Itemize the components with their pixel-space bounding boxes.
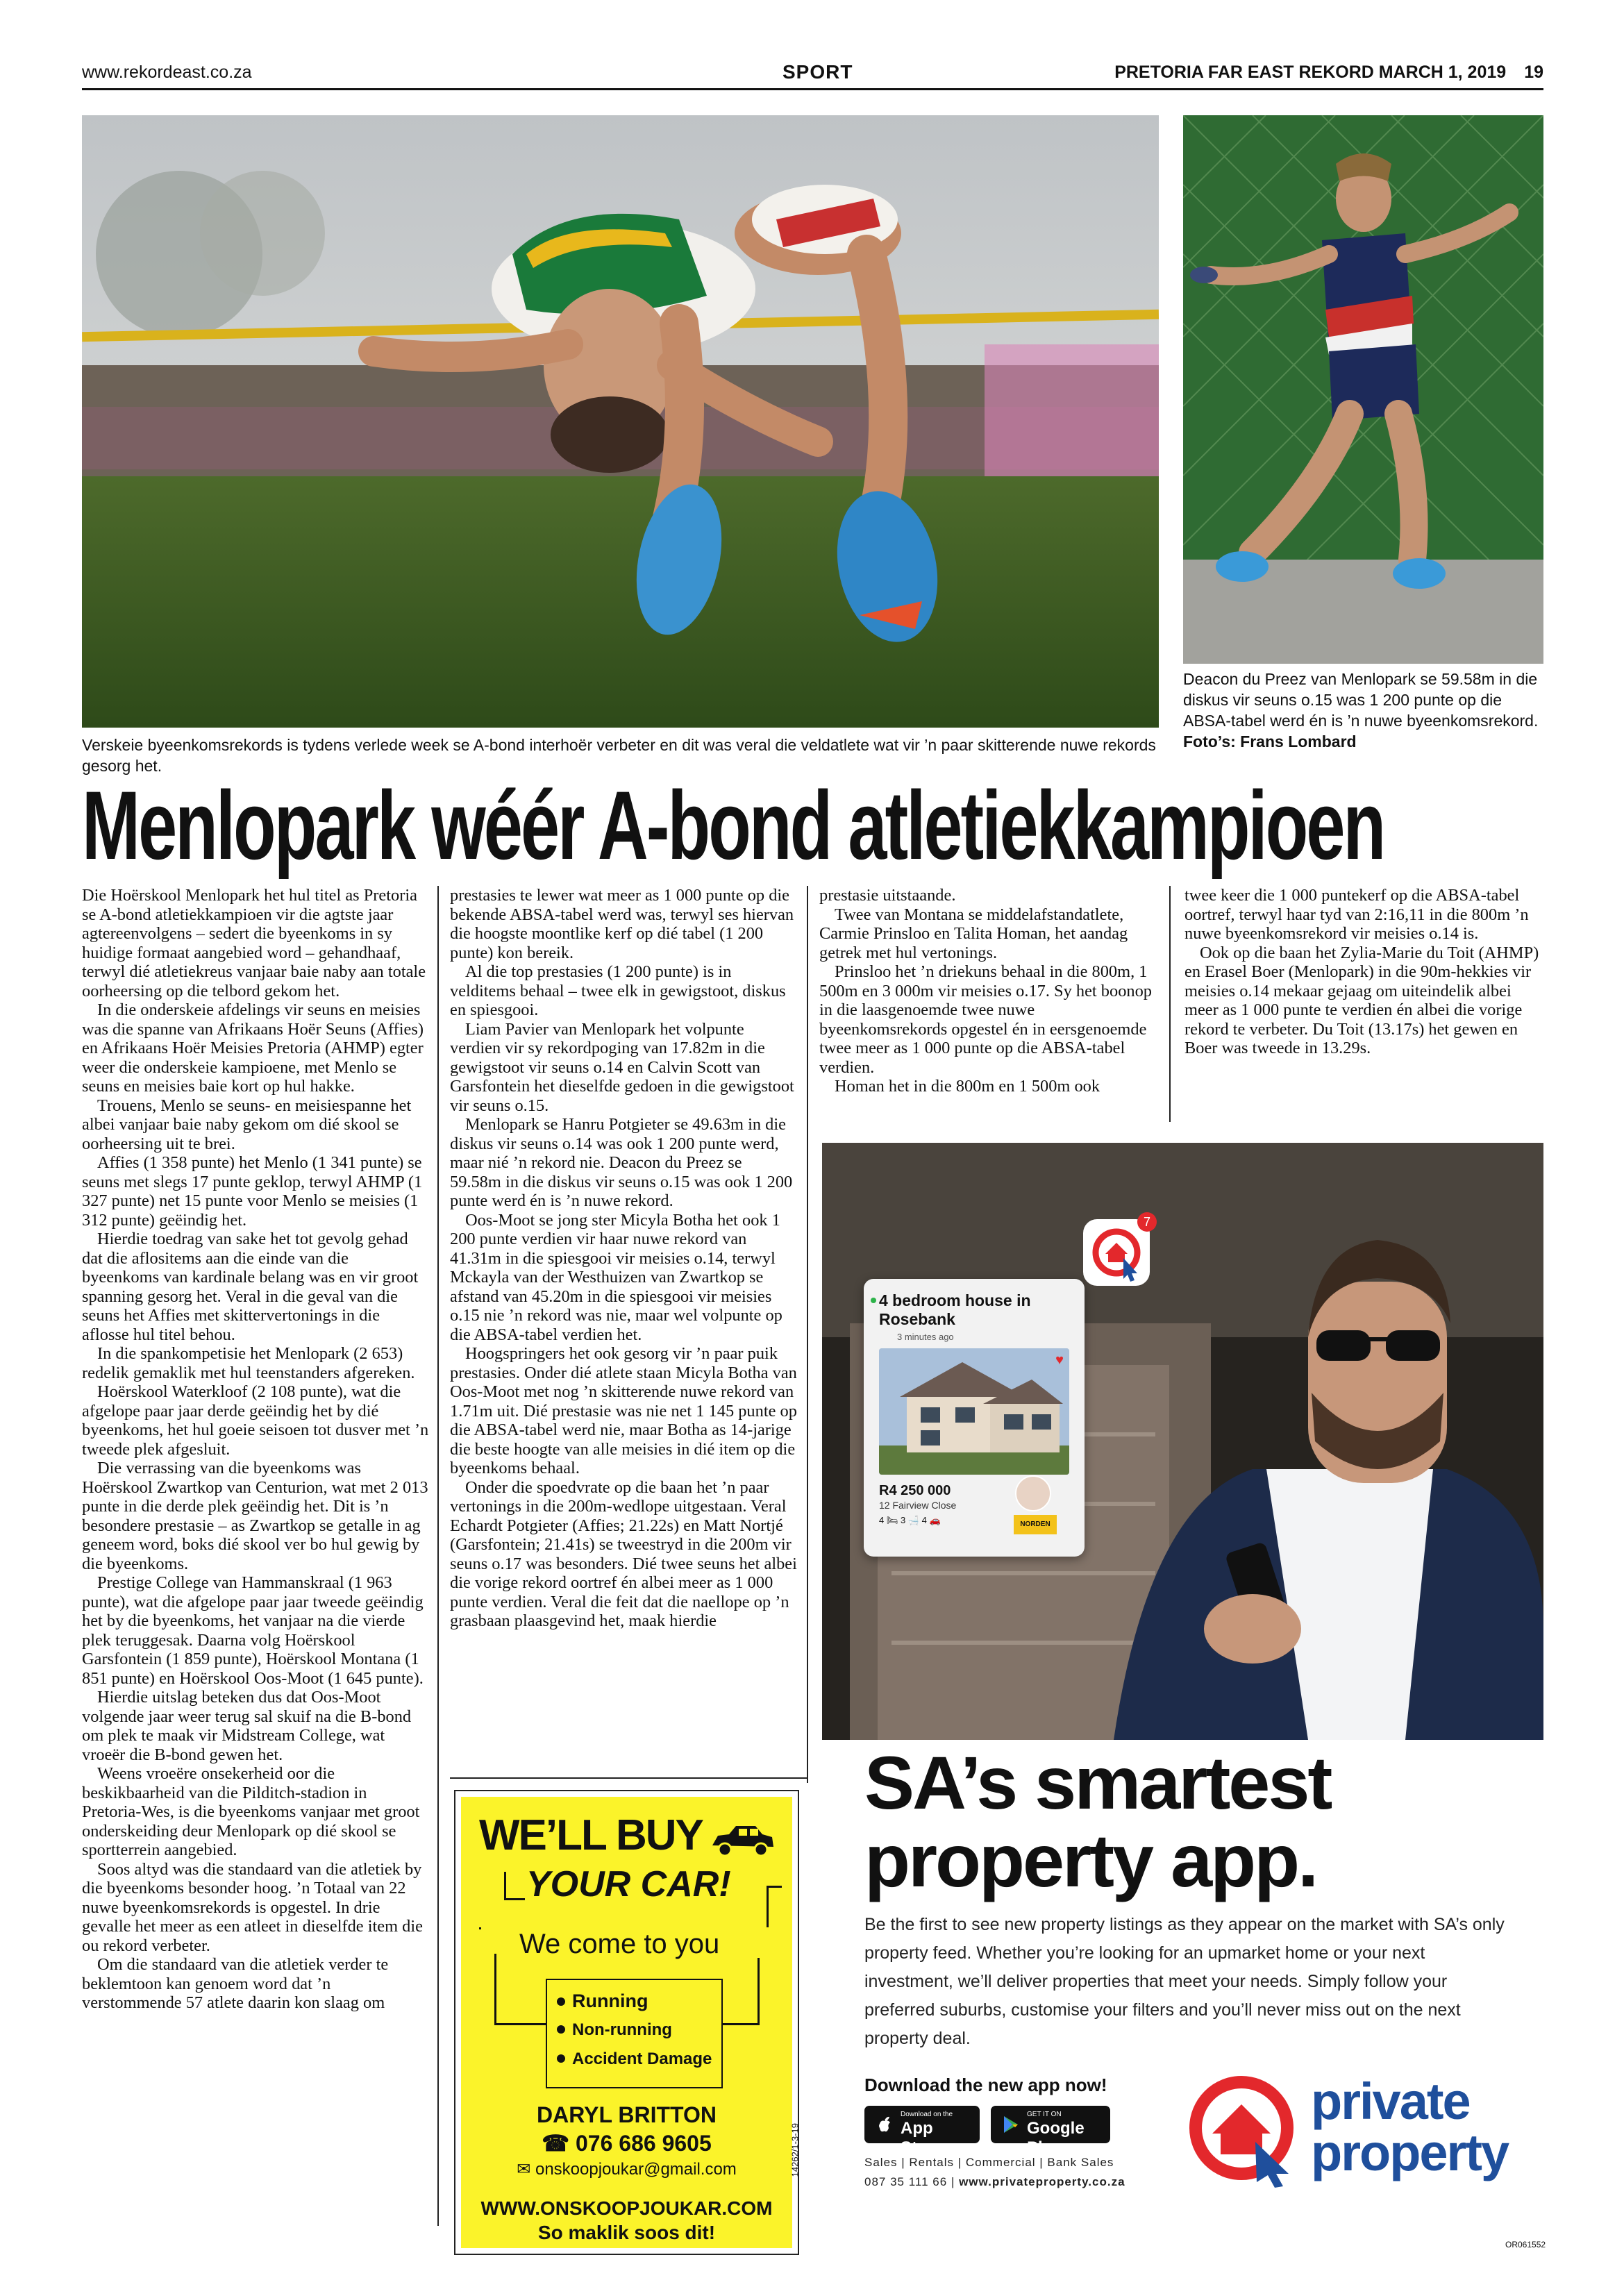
paragraph: Soos altyd was die standaard van die atletiek by die byeenkoms besonder hoog. ’n Totaal van 22 nuwe byeenkomsrekords is opgestel. In drie gevalle het meer as een atleet in dieselfde item die ou rekord verbeter.	[82, 1859, 423, 1955]
article-column-4	[1184, 886, 1543, 1058]
side-photo-caption	[1183, 669, 1543, 752]
article-column-2	[450, 886, 797, 1631]
google-play-button[interactable]	[991, 2106, 1110, 2157]
paragraph: twee keer die 1 000 puntekerf op die ABSA-tabel oortref, terwyl haar tyd van 2:16,11 in die 800m ’n nuwe byeenkomsrekord vir meisies o.14 is.	[1184, 886, 1529, 943]
ad-reference: 14262/1-3-19	[789, 2123, 800, 2177]
side-caption-text: Deacon du Preez van Menlopark se 59.58m in die diskus vir seuns o.15 was 1 200 punte op die ABSA-tabel werd én is ’n nuwe byeenkomsrekord.	[1183, 670, 1539, 730]
private-property-wordmark	[1311, 2072, 1509, 2181]
property-ad-body: Be the first to see new property listings as they appear on the market with SA’s only property feed. Whether you’re looking for an upmarket home or your next investment, we’ll deliver properties that meet your needs. Simply follow your preferred suburbs, customise your filters and you’ll never miss out on the next property deal.	[864, 1915, 1505, 2048]
paragraph: Hierdie toedrag van sake het tot gevolg gehad dat die aflositems aan die einde van die byeenkoms van kardinale belang was en vir groot spanning gesorg het. Veral in die geval van die seuns het Affies met skittervertonings in die aflosse hul titel behou.	[82, 1230, 419, 1344]
car-ad-tagline: We come to you	[519, 1929, 720, 1959]
paragraph: Al die top prestasies (1 200 punte) is in velditems behaal – twee elk in gewigstoot, diskus en spiesgooi.	[450, 962, 786, 1019]
side-photo-discus	[1183, 115, 1543, 664]
ad-line	[767, 1886, 782, 1888]
wordmark-line: property	[1311, 2124, 1509, 2181]
column-rule	[437, 886, 439, 2226]
ad-line	[504, 1872, 506, 1900]
listing-address: 12 Fairview Close	[879, 1500, 957, 1511]
paragraph: Trouens, Menlo se seuns- en meisiespanne het albei vanjaar baie naby gekom om dié skool se oorheersing uit te brei.	[82, 1096, 412, 1153]
bullet-icon	[557, 1997, 565, 2006]
article-column-1	[82, 886, 429, 2013]
ad-line	[504, 1898, 525, 1900]
bullet-icon	[557, 2025, 565, 2034]
property-contact	[864, 2175, 1125, 2189]
car-ad-options	[546, 1979, 723, 2088]
car-icon	[708, 1822, 776, 1858]
car-ad-panel	[461, 1797, 800, 2248]
car-ad-heading: WE’LL BUY	[479, 1811, 703, 1859]
site-url[interactable]: www.rekordeast.co.za	[82, 62, 252, 82]
paragraph: Liam Pavier van Menlopark het volpunte verdien vir sy rekordpoging van 17.82m in die gewigstoot vir seuns o.14 en Calvin Scott van Garsfontein het dieselfde gedoen in die gewigstoot vir seuns o.15.	[450, 1019, 794, 1115]
paragraph: Twee van Montana se middelafstandatlete, Carmie Prinsloo en Talita Homan, het aandag getrek met hul vertonings.	[819, 905, 1128, 962]
store-caption: Download on the	[901, 2111, 953, 2118]
listing-price: R4 250 000	[879, 1483, 951, 1498]
main-photo-high-jump	[82, 115, 1159, 728]
listing-card[interactable]	[864, 1279, 1085, 1557]
play-icon	[1001, 2114, 1021, 2135]
bullet-icon	[557, 2054, 565, 2063]
app-notification-badge[interactable]	[1083, 1212, 1157, 1286]
contact-phone[interactable]: ☎ 076 686 9605	[542, 2131, 712, 2156]
paragraph: Die Hoërskool Menlopark het hul titel as Pretoria se A-bond atletiekkampioen vir die agtste jaar agtereenvolgens – sedert die byeenkoms in sy huidige formaat aangebied word – gehandhaaf, terwyl dié atletiekreus vanjaar baie naby aan totale oorheersing op die telbord gekom het.	[82, 886, 426, 1000]
online-dot-icon	[871, 1298, 876, 1303]
paragraph: prestasies te lewer wat meer as 1 000 punte op die bekende ABSA-tabel werd was, terwyl ses hiervan die hoogste moontlike kerf op dié tabel (1 200 punte) kon bereik.	[450, 886, 794, 962]
notification-count: 7	[1143, 1215, 1151, 1229]
paragraph: In die onderskeie afdelings vir seuns en meisies was die spanne van Afrikaans Hoër Seuns (Affies) en Afrikaans Hoër Meisies Pretoria (AHMP) egter weer die onderskeie kampioene, met Menlo se seuns en meisies baie kort op hul hakke.	[82, 1000, 424, 1096]
paragraph: Die verrassing van die byeenkoms was Hoërskool Zwartkop van Centurion, wat met 2 013 punte in die derde plek geëindig het. Dit is ’n besondere prestasie – as Zwartkop se getalle in ag geneem word, boks dié skool ver bo hul gewig by die byeenkoms.	[82, 1459, 428, 1573]
paragraph: Ook op die baan het Zylia-Marie du Toit (AHMP) en Erasel Boer (Menlopark) in die 90m-hekkies vir meisies o.14 mekaar gejaag om uiteindelik albei meer as 1 000 punte te verdien én albei die vorige rekord te verbeter. Du Toit (13.17s) het gewen en Boer was tweede in 13.29s.	[1184, 943, 1539, 1057]
apple-icon	[874, 2114, 895, 2135]
app-store-button[interactable]	[864, 2106, 980, 2157]
agency-logo: NORDEN	[1014, 1515, 1057, 1534]
car-buying-ad[interactable]	[454, 1790, 799, 2255]
mail-icon: ✉	[517, 2160, 535, 2179]
contact-phone[interactable]: 087 35 111 66	[864, 2175, 948, 2188]
property-ad-headline	[864, 1741, 1331, 1902]
main-photo-caption: Verskeie byeenkomsrekords is tydens verlede week se A-bond interhoër verbeter en dit was veral die veldatlete wat vir ’n paar skitterende nuwe rekords gesorg het.	[82, 736, 1156, 775]
separator: |	[951, 2175, 960, 2188]
ad-line	[767, 1886, 769, 1927]
property-services: Sales | Rentals | Commercial | Bank Sales	[864, 2156, 1114, 2169]
column-rule	[807, 886, 808, 1783]
publication-title: PRETORIA FAR EAST REKORD MARCH 1, 2019	[1114, 62, 1507, 82]
paragraph: Prestige College van Hammanskraal (1 963 punte), wat die afgelope paar jaar tweede geëindig het by die byeenkoms, het vanjaar na die vierde plek teruggesak. Daarna volg Hoërskool Garsfontein (1 859 punte), Hoërskool Montana (1 851 punte) en Hoërskool Oos-Moot (1 645 punte).	[82, 1573, 424, 1688]
ad-line	[494, 2023, 546, 2025]
headline-line: property app.	[864, 1818, 1317, 1902]
paragraph: Hoogspringers het ook gesorg vir ’n paar puik prestasies. Onder dié atlete staan Micyla Botha van Oos-Moot met nog ’n skitterende nuwe rekord van 1.71m uit. Dié prestasie was nie net 1 145 punte op die ABSA-tabel werd nie, maar Botha as 14-jarige die beste hoogte van alle meisies in dié item op die byeenkoms behaal.	[450, 1344, 797, 1477]
paragraph: Weens vroeëre onsekerheid oor die beskikbaarheid van die Pilditch-stadion in Pretoria-Wes, is die byeenkoms vanjaar met groot onderskeiding deur Menlopark op dié skool se sportterrein aangebied.	[82, 1764, 420, 1859]
wordmark-line: private	[1311, 2072, 1470, 2130]
paragraph: Affies (1 358 punte) het Menlo (1 341 punte) se seuns met slegs 17 punte geklop, terwyl AHMP (1 327 punte) net 15 punte voor Menlo se meisies (1 312 punte) geëindig het.	[82, 1153, 423, 1230]
private-property-logo-icon	[1186, 2070, 1304, 2188]
paragraph: Prinsloo het ’n driekuns behaal in die 800m, 1 500m en 3 000m vir meisies o.17. Sy het boonop in die laasgenoemde twee nuwe byeenkomsrekords opgestel én in eersgenoemde twee meer as 1 000 punte op die ABSA-tabel verdien.	[819, 962, 1152, 1077]
car-ad-website[interactable]: WWW.ONSKOOPJOUKAR.COM	[480, 2197, 773, 2219]
paragraph: Om die standaard van die atletiek verder te beklemtoon kan genoem word dat ’n verstommende 57 atlete daarin kon slaag om	[82, 1955, 389, 2012]
paragraph: Menlopark se Hanru Potgieter se 49.63m in die diskus vir seuns o.14 was ook 1 200 punte werd, maar nié ’n rekord nie. Deacon du Preez se 59.58m in die diskus vir seuns o.15 was ook 1 200 punte werd én is ’n nuwe rekord.	[450, 1115, 793, 1210]
page-number: 19	[1524, 62, 1543, 82]
ad-reference: OR061552	[1505, 2240, 1546, 2249]
paragraph: Hierdie uitslag beteken dus dat Oos-Moot volgende jaar weer terug sal skuif na die B-bond om plek te maak vir Midstream College, wat vroeër die B-bond gewen het.	[82, 1688, 412, 1764]
car-ad-slogan: So maklik soos dit!	[537, 2222, 716, 2243]
ad-line	[723, 2023, 757, 2025]
photo-credit: Foto’s: Frans Lombard	[1183, 732, 1357, 751]
headline-line: SA’s smartest	[864, 1741, 1331, 1825]
car-ad-subheading: YOUR CAR!	[526, 1864, 731, 1904]
option-item: Running	[547, 1987, 721, 2015]
column-rule	[450, 1777, 808, 1779]
listing-title: 4 bedroom house in Rosebank	[879, 1291, 1031, 1328]
page-header	[82, 62, 1543, 90]
listing-time: 3 minutes ago	[897, 1332, 954, 1342]
store-name: Google Play	[1027, 2119, 1085, 2157]
option-item: Non-running	[547, 2015, 721, 2044]
paragraph: Hoërskool Waterkloof (2 108 punte), wat die afgelope paar jaar derde geëindig het by dié byeenkoms, het hul goeie seisoen tot dusver met ’n tweede plek afgesluit.	[82, 1382, 429, 1459]
paragraph: prestasie uitstaande.	[819, 886, 956, 905]
contact-name: DARYL BRITTON	[537, 2102, 717, 2127]
contact-email[interactable]: ✉ onskoopjoukar@gmail.com	[517, 2160, 737, 2179]
paragraph: Onder die spoedvrate op die baan het ’n paar vertonings in die 200m-wedlope uitgestaan. Veral Echardt Potgieter (Affies; 21.22s) en Matt Nortjé (Garsfontein; 21.41s) se tweestryd in die 200m vir seuns o.17 was besonders. Dié twee seuns het albei die vorige rekord oortref én albei meer as 1 000 punte verdien. Veral die feit dat die naellope op ’n grasbaan plaasgevind het, maak hierdie	[450, 1477, 797, 1630]
ad-line	[494, 1954, 496, 2023]
article-column-3	[819, 886, 1160, 1096]
listing-photo	[879, 1348, 1069, 1475]
header-rule	[82, 88, 1543, 90]
column-rule	[1169, 886, 1171, 1122]
ad-line	[479, 1927, 481, 1929]
section-label: SPORT	[782, 61, 853, 83]
paragraph: Homan het in die 800m en 1 500m ook	[835, 1077, 1100, 1096]
download-prompt: Download the new app now!	[864, 2075, 1107, 2095]
agent-avatar	[1015, 1475, 1051, 1511]
heart-icon[interactable]: ♥	[1055, 1352, 1064, 1368]
store-caption: GET IT ON	[1027, 2111, 1062, 2118]
publication-line	[1114, 62, 1543, 83]
listing-features: 4 🛏 3 🛁 4 🚗	[879, 1515, 941, 1525]
option-item: Accident Damage	[547, 2044, 721, 2073]
ad-line	[757, 1958, 760, 2025]
headline: Menlopark wéér A-bond atletiekkampioen	[82, 771, 1384, 880]
store-name: App Store	[901, 2119, 944, 2157]
paragraph: In die spankompetisie het Menlopark (2 653) redelik gemaklik met hul teenstanders afgereken.	[82, 1344, 415, 1382]
paragraph: Oos-Moot se jong ster Micyla Botha het ook 1 200 punte verdien vir haar nuwe rekord van 41.31m in die spiesgooi vir meisies o.14, terwyl Mckayla van der Westhuizen van Zwartkop se afstand van 45.20m in die spiesgooi vir meisies o.15 nie ’n rekord was nie, maar wel volpunte op die ABSA-tabel verdien het.	[450, 1210, 782, 1344]
contact-url[interactable]: www.privateproperty.co.za	[959, 2175, 1125, 2188]
